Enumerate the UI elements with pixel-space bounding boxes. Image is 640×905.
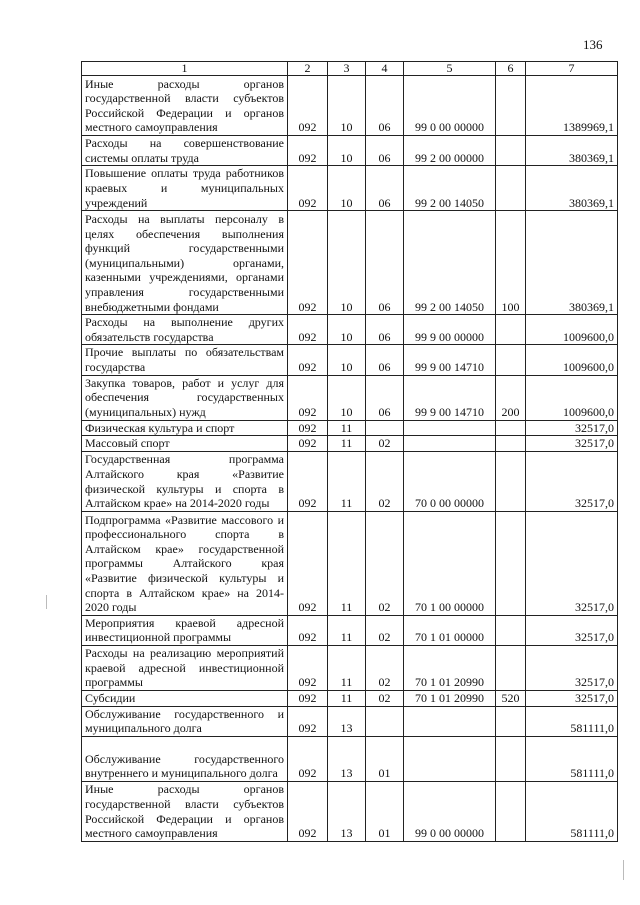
cell-kind — [496, 76, 526, 136]
cell-admin: 092 — [288, 166, 328, 211]
cell-section: 10 — [328, 211, 366, 315]
cell-admin: 092 — [288, 690, 328, 706]
table-row — [82, 436, 618, 452]
table-row — [82, 511, 618, 615]
cell-target: 70 1 01 20990 — [404, 645, 496, 690]
cell-admin: 092 — [288, 511, 328, 615]
header-row — [82, 62, 618, 76]
cell-section: 11 — [328, 420, 366, 436]
column-header: 4 — [366, 62, 404, 76]
cell-target: 70 1 01 20990 — [404, 690, 496, 706]
cell-amount: 32517,0 — [526, 645, 618, 690]
cell-kind — [496, 615, 526, 645]
cell-subsection: 02 — [366, 690, 404, 706]
cell-subsection: 02 — [366, 511, 404, 615]
cell-target: 99 9 00 00000 — [404, 315, 496, 345]
cell-target — [404, 706, 496, 736]
cell-target — [404, 436, 496, 452]
table-row — [82, 706, 618, 736]
cell-name: Закупка товаров, работ и услуг для обеспечения государственных (муниципальных) нужд — [82, 375, 288, 420]
cell-name: Обслуживание государственного внутреннего и муниципального долга — [82, 736, 288, 781]
cell-admin: 092 — [288, 436, 328, 452]
cell-subsection: 06 — [366, 345, 404, 375]
cell-amount: 1009600,0 — [526, 315, 618, 345]
cell-name: Расходы на выплаты персоналу в целях обеспечения выполнения функций государственными (муниципальными) органами, казенными учреждениями, органами управления государственными внебюджетными фондами — [82, 211, 288, 315]
scan-mark — [623, 860, 624, 880]
cell-subsection: 01 — [366, 736, 404, 781]
cell-subsection: 02 — [366, 645, 404, 690]
cell-kind — [496, 420, 526, 436]
cell-kind — [496, 345, 526, 375]
cell-admin: 092 — [288, 645, 328, 690]
budget-table — [81, 61, 618, 842]
cell-subsection: 06 — [366, 375, 404, 420]
table-row — [82, 645, 618, 690]
cell-section: 11 — [328, 645, 366, 690]
cell-subsection: 02 — [366, 436, 404, 452]
cell-admin: 092 — [288, 375, 328, 420]
page-number: 136 — [583, 37, 603, 52]
cell-admin: 092 — [288, 211, 328, 315]
cell-target: 99 2 00 14050 — [404, 211, 496, 315]
table-row — [82, 420, 618, 436]
cell-subsection: 02 — [366, 615, 404, 645]
cell-amount: 380369,1 — [526, 211, 618, 315]
cell-subsection: 06 — [366, 166, 404, 211]
column-header: 3 — [328, 62, 366, 76]
cell-name: Иные расходы органов государственной власти субъектов Российской Федерации и органов местного самоуправления — [82, 781, 288, 841]
column-header: 2 — [288, 62, 328, 76]
cell-admin: 092 — [288, 136, 328, 166]
cell-admin: 092 — [288, 615, 328, 645]
cell-name: Физическая культура и спорт — [82, 420, 288, 436]
cell-name: Расходы на совершенствование системы оплаты труда — [82, 136, 288, 166]
cell-name: Повышение оплаты труда работников краевых и муниципальных учреждений — [82, 166, 288, 211]
cell-section: 10 — [328, 345, 366, 375]
cell-section: 11 — [328, 511, 366, 615]
cell-target: 99 9 00 14710 — [404, 345, 496, 375]
table-row — [82, 375, 618, 420]
cell-amount: 380369,1 — [526, 136, 618, 166]
cell-section: 11 — [328, 615, 366, 645]
cell-name: Подпрограмма «Развитие массового и профессионального спорта в Алтайском крае» государственной программы Алтайского края «Развитие физической культуры и спорта в Алтайском крае» на 2014-2020 годы — [82, 511, 288, 615]
cell-amount: 32517,0 — [526, 436, 618, 452]
cell-amount: 1389969,1 — [526, 76, 618, 136]
cell-target: 70 0 00 00000 — [404, 451, 496, 511]
cell-name: Субсидии — [82, 690, 288, 706]
cell-amount: 581111,0 — [526, 736, 618, 781]
cell-section: 11 — [328, 690, 366, 706]
cell-target: 99 2 00 00000 — [404, 136, 496, 166]
column-header: 6 — [496, 62, 526, 76]
cell-subsection — [366, 420, 404, 436]
scan-mark — [46, 595, 47, 609]
cell-amount: 581111,0 — [526, 781, 618, 841]
cell-name: Обслуживание государственного и муниципального долга — [82, 706, 288, 736]
table-row — [82, 690, 618, 706]
cell-target: 70 1 00 00000 — [404, 511, 496, 615]
cell-amount: 32517,0 — [526, 615, 618, 645]
cell-kind — [496, 136, 526, 166]
cell-kind — [496, 706, 526, 736]
cell-admin: 092 — [288, 76, 328, 136]
cell-subsection: 06 — [366, 136, 404, 166]
cell-target: 99 0 00 00000 — [404, 781, 496, 841]
cell-name: Прочие выплаты по обязательствам государства — [82, 345, 288, 375]
cell-kind: 200 — [496, 375, 526, 420]
cell-amount: 32517,0 — [526, 451, 618, 511]
cell-kind — [496, 511, 526, 615]
cell-kind — [496, 315, 526, 345]
table-row — [82, 211, 618, 315]
cell-admin: 092 — [288, 420, 328, 436]
cell-section: 11 — [328, 451, 366, 511]
cell-section: 10 — [328, 76, 366, 136]
cell-section: 10 — [328, 166, 366, 211]
cell-kind — [496, 736, 526, 781]
cell-section: 10 — [328, 136, 366, 166]
cell-subsection: 06 — [366, 315, 404, 345]
cell-target: 70 1 01 00000 — [404, 615, 496, 645]
table-row — [82, 781, 618, 841]
cell-section: 13 — [328, 781, 366, 841]
column-header: 7 — [526, 62, 618, 76]
cell-amount: 32517,0 — [526, 420, 618, 436]
table-row — [82, 315, 618, 345]
table-row — [82, 166, 618, 211]
cell-target: 99 9 00 14710 — [404, 375, 496, 420]
cell-kind — [496, 451, 526, 511]
cell-section: 13 — [328, 736, 366, 781]
cell-kind — [496, 436, 526, 452]
cell-section: 13 — [328, 706, 366, 736]
cell-admin: 092 — [288, 315, 328, 345]
table-row — [82, 345, 618, 375]
table-row — [82, 136, 618, 166]
cell-kind — [496, 781, 526, 841]
cell-subsection: 02 — [366, 451, 404, 511]
cell-target: 99 2 00 14050 — [404, 166, 496, 211]
cell-target — [404, 736, 496, 781]
table-row — [82, 615, 618, 645]
cell-name: Расходы на реализацию мероприятий краевой адресной инвестиционной программы — [82, 645, 288, 690]
cell-amount: 1009600,0 — [526, 375, 618, 420]
cell-admin: 092 — [288, 345, 328, 375]
cell-subsection: 06 — [366, 211, 404, 315]
cell-amount: 380369,1 — [526, 166, 618, 211]
cell-amount: 581111,0 — [526, 706, 618, 736]
cell-admin: 092 — [288, 706, 328, 736]
cell-name: Мероприятия краевой адресной инвестиционной программы — [82, 615, 288, 645]
cell-subsection: 01 — [366, 781, 404, 841]
cell-name: Иные расходы органов государственной власти субъектов Российской Федерации и органов местного самоуправления — [82, 76, 288, 136]
cell-section: 10 — [328, 375, 366, 420]
cell-target: 99 0 00 00000 — [404, 76, 496, 136]
table-row — [82, 736, 618, 781]
cell-kind — [496, 166, 526, 211]
cell-subsection: 06 — [366, 76, 404, 136]
cell-subsection — [366, 706, 404, 736]
cell-admin: 092 — [288, 781, 328, 841]
cell-name: Государственная программа Алтайского края «Развитие физической культуры и спорта в Алтайском крае» на 2014-2020 годы — [82, 451, 288, 511]
table-row — [82, 451, 618, 511]
cell-target — [404, 420, 496, 436]
cell-name: Массовый спорт — [82, 436, 288, 452]
cell-section: 11 — [328, 436, 366, 452]
cell-kind: 520 — [496, 690, 526, 706]
cell-admin: 092 — [288, 736, 328, 781]
column-header: 1 — [82, 62, 288, 76]
cell-kind: 100 — [496, 211, 526, 315]
cell-admin: 092 — [288, 451, 328, 511]
cell-amount: 32517,0 — [526, 690, 618, 706]
table-row — [82, 76, 618, 136]
cell-section: 10 — [328, 315, 366, 345]
cell-name: Расходы на выполнение других обязательств государства — [82, 315, 288, 345]
cell-kind — [496, 645, 526, 690]
cell-amount: 1009600,0 — [526, 345, 618, 375]
column-header: 5 — [404, 62, 496, 76]
cell-amount: 32517,0 — [526, 511, 618, 615]
